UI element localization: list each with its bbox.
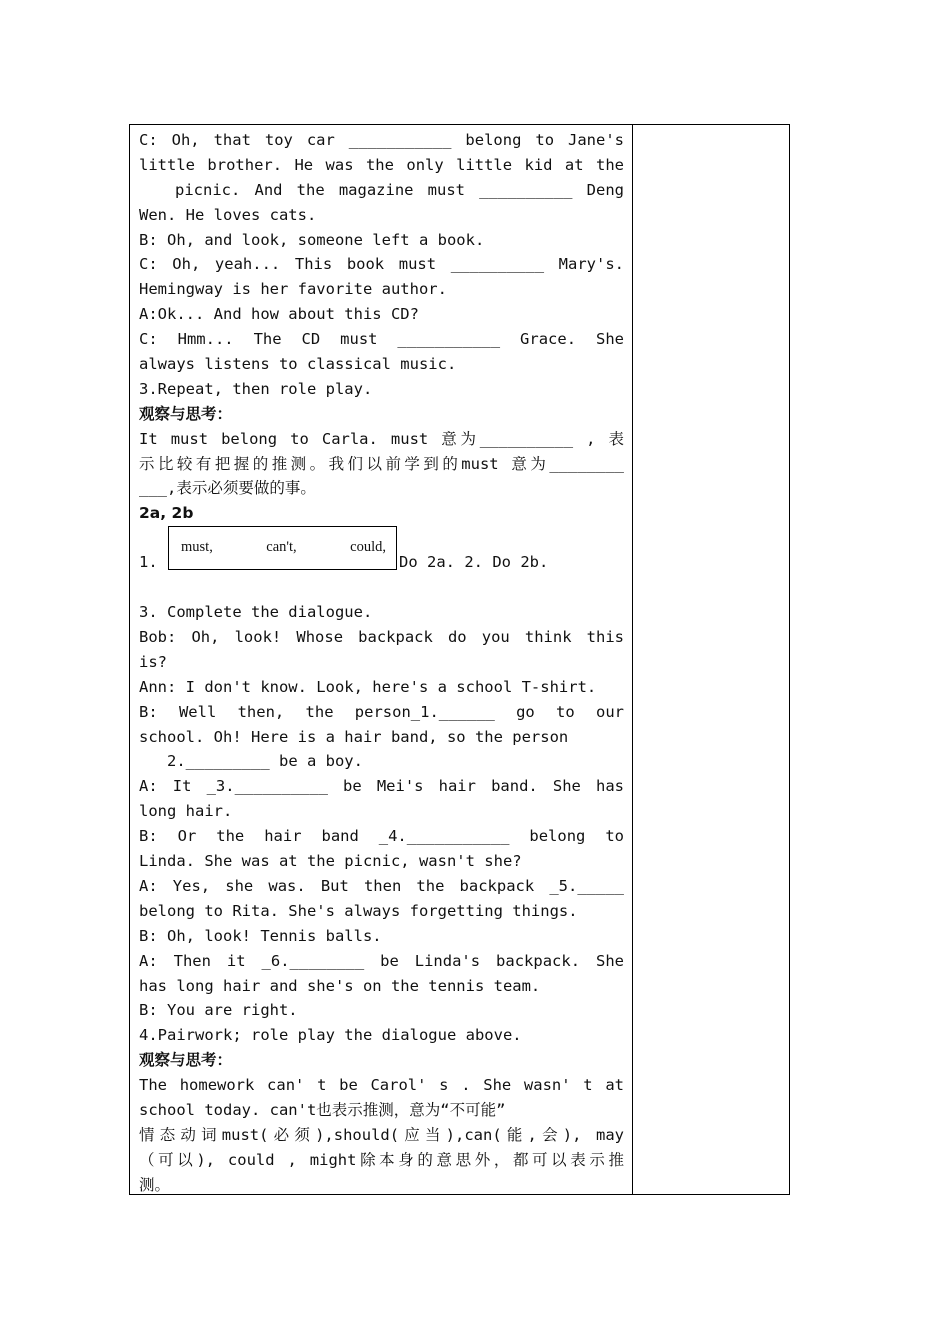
text-line xyxy=(139,575,624,600)
word-box-row xyxy=(139,526,624,575)
word-box-word: could, xyxy=(350,539,386,556)
section-heading: 观察与思考： xyxy=(139,404,233,423)
text-line: is? xyxy=(139,652,167,671)
text-line: A:Ok... And how about this CD? xyxy=(139,305,419,324)
item-number: 1. xyxy=(139,553,158,572)
notes-cell xyxy=(633,125,789,1194)
text-line: 示比较有把握的推测。我们以前学到的must 意为________ xyxy=(139,454,624,473)
word-box-word: must, xyxy=(181,539,213,556)
text-line: B: Oh, look! Tennis balls. xyxy=(139,926,382,945)
text-line: Hemingway is her favorite author. xyxy=(139,280,447,299)
text-line: （可以), could , might除本身的意思外，都可以表示推 xyxy=(139,1150,624,1169)
text-line: A: Then it _6.________ be Linda's backpack. She xyxy=(139,951,624,970)
text-line: always listens to classical music. xyxy=(139,355,457,374)
text-line: 情态动词must(必须),should(应当),can(能,会), may xyxy=(139,1125,624,1144)
text-line: B: Oh, and look, someone left a book. xyxy=(139,230,485,249)
text-line: A: Yes, she was. But then the backpack _5._____ xyxy=(139,876,624,895)
text-line: 测。 xyxy=(139,1175,171,1194)
content-cell xyxy=(130,125,633,1194)
text-line: long hair. xyxy=(139,802,233,821)
text-line: Ann: I don't know. Look, here's a school T-shirt. xyxy=(139,677,597,696)
text-line: C: Oh, yeah... This book must __________ Mary's. xyxy=(139,255,624,274)
word-box-word: can't, xyxy=(266,539,297,556)
text-line: school. Oh! Here is a hair band, so the person xyxy=(139,727,569,746)
text-line: C: Hmm... The CD must ___________ Grace. She xyxy=(139,330,624,349)
text-line: B: You are right. xyxy=(139,1001,298,1020)
text-line: B: Or the hair band _4.___________ belong to xyxy=(139,827,624,846)
section-heading: 2a, 2b xyxy=(139,504,194,523)
text-line: 4.Pairwork; role play the dialogue above. xyxy=(139,1026,522,1045)
text-line: has long hair and she's on the tennis team. xyxy=(139,976,541,995)
text-line: The homework can' t be Carol' s . She wasn' t at xyxy=(139,1076,624,1095)
worksheet-table xyxy=(129,124,790,1195)
text-line: A: It _3.__________ be Mei's hair band. She has xyxy=(139,777,624,796)
text-line: 3. Complete the dialogue. xyxy=(139,603,373,622)
text-line: 2._________ be a boy. xyxy=(167,752,363,771)
text-line: belong to Rita. She's always forgetting things. xyxy=(139,901,578,920)
text-line: It must belong to Carla. must 意为__________ , 表 xyxy=(139,429,624,448)
text-line: Wen. He loves cats. xyxy=(139,205,317,224)
text-line: little brother. He was the only little kid at the xyxy=(139,155,624,174)
text-line: C: Oh, that toy car ___________ belong to Jane's xyxy=(139,131,624,149)
text-line: ___,表示必须要做的事。 xyxy=(139,479,316,498)
word-box xyxy=(168,526,397,570)
text-line: picnic. And the magazine must __________ Deng xyxy=(175,180,624,199)
text-line: Bob: Oh, look! Whose backpack do you think this xyxy=(139,628,624,647)
section-heading: 观察与思考： xyxy=(139,1051,233,1070)
text-line: school today. can't也表示推测，意为“不可能” xyxy=(139,1100,506,1119)
task-instructions: Do 2a. 2. Do 2b. xyxy=(399,553,549,572)
text-line: Linda. She was at the picnic, wasn't she? xyxy=(139,852,522,871)
text-line: 3.Repeat, then role play. xyxy=(139,379,373,398)
text-line: B: Well then, the person_1.______ go to our xyxy=(139,702,624,721)
